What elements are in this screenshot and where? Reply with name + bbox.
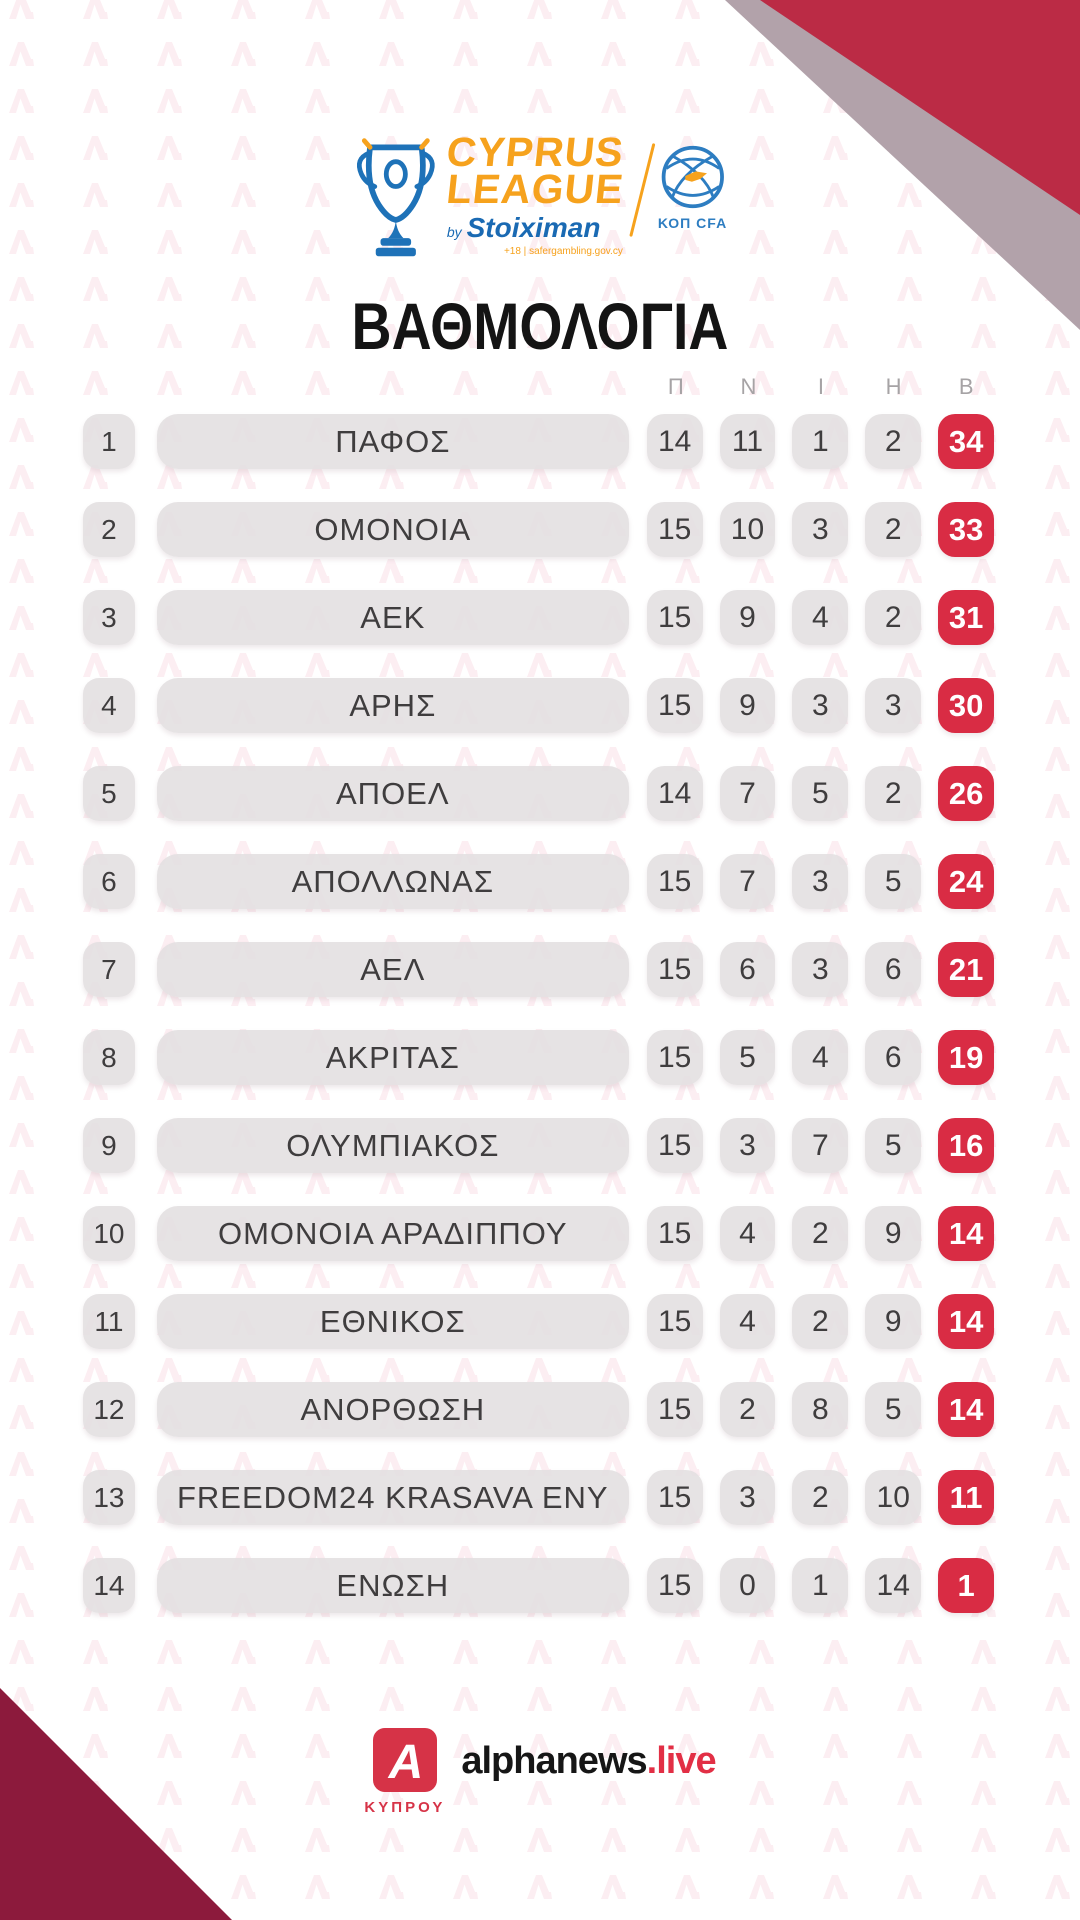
stat-played: 15 [647,1206,703,1261]
stat-wins: 0 [720,1558,776,1613]
by-label: by [446,224,462,240]
stat-played: 15 [647,854,703,909]
points-badge: 34 [938,414,994,469]
stat-played: 15 [647,942,703,997]
table-row [83,1118,994,1173]
stat-wins: 7 [720,766,776,821]
rank-badge: 14 [83,1558,135,1613]
stat-draws: 3 [792,854,848,909]
cfa-label: ΚΟΠ CFA [657,215,728,231]
stat-draws: 5 [792,766,848,821]
team-name: ΟΜΟΝΟΙΑ [157,502,629,557]
rank-badge: 11 [83,1294,135,1349]
table-row [83,1558,994,1613]
stat-played: 15 [647,678,703,733]
league-wordmark-line2: LEAGUE [444,166,627,212]
rank-badge: 3 [83,590,135,645]
region-label: ΚΥΠΡΟΥ [364,1799,446,1816]
stat-draws: 2 [792,1206,848,1261]
alphanews-wordmark-black: alphanews [461,1740,647,1782]
stat-losses: 3 [865,678,921,733]
stat-draws: 1 [792,1558,848,1613]
footer [0,1728,1080,1816]
stat-wins: 9 [720,590,776,645]
stat-wins: 3 [720,1118,776,1173]
stat-wins: 9 [720,678,776,733]
table-rows [83,414,994,1613]
team-name: ΑΚΡΙΤΑΣ [157,1030,629,1085]
stat-draws: 2 [792,1470,848,1525]
stat-wins: 5 [720,1030,776,1085]
table-row [83,1030,994,1085]
league-wordmark [444,129,627,257]
points-badge: 33 [938,502,994,557]
stat-wins: 4 [720,1294,776,1349]
stat-wins: 6 [720,942,776,997]
rank-badge: 8 [83,1030,135,1085]
team-name: ΑΕΚ [157,590,629,645]
stat-played: 15 [647,502,703,557]
stat-losses: 5 [865,1382,921,1437]
league-logo [353,129,728,262]
team-name: ΑΠΟΕΛ [157,766,629,821]
team-name: ΑΡΗΣ [157,678,629,733]
stat-losses: 2 [865,502,921,557]
stat-draws: 4 [792,590,848,645]
stat-played: 14 [647,766,703,821]
points-badge: 31 [938,590,994,645]
col-header-losses: Η [885,374,902,399]
stoiximan-wordmark: Stoiximan [466,212,601,243]
stat-losses: 14 [865,1558,921,1613]
points-badge: 24 [938,854,994,909]
table-row [83,1206,994,1261]
stat-wins: 11 [720,414,776,469]
team-name: ΠΑΦΟΣ [157,414,629,469]
team-name: ΑΝΟΡΘΩΣΗ [157,1382,629,1437]
table-row [83,942,994,997]
column-headers [83,374,994,400]
points-badge: 26 [938,766,994,821]
stat-wins: 10 [720,502,776,557]
stat-draws: 3 [792,502,848,557]
team-name: ΕΝΩΣΗ [157,1558,629,1613]
stat-played: 15 [647,1558,703,1613]
points-badge: 14 [938,1294,994,1349]
cfa-emblem-icon [659,144,725,210]
stat-draws: 8 [792,1382,848,1437]
stat-played: 15 [647,1470,703,1525]
standings-table [83,374,994,1646]
team-name: ΟΜΟΝΟΙΑ ΑΡΑΔΙΠΠΟΥ [157,1206,629,1261]
team-name: FREEDOM24 KRASAVA ENY [157,1470,629,1525]
stat-draws: 3 [792,678,848,733]
stat-played: 15 [647,1118,703,1173]
alphanews-wordmark-live: .live [646,1740,716,1782]
table-row [83,1470,994,1525]
stat-wins: 4 [720,1206,776,1261]
team-name: ΑΕΛ [157,942,629,997]
svg-text:A: A [388,1736,424,1789]
points-badge: 14 [938,1382,994,1437]
stat-wins: 3 [720,1470,776,1525]
col-header-points: Β [958,374,974,399]
stat-draws: 3 [792,942,848,997]
points-badge: 11 [938,1470,994,1525]
rank-badge: 2 [83,502,135,557]
rank-badge: 9 [83,1118,135,1173]
stat-draws: 7 [792,1118,848,1173]
stat-wins: 2 [720,1382,776,1437]
stat-played: 15 [647,1030,703,1085]
col-header-draws: Ι [817,374,825,399]
stat-draws: 4 [792,1030,848,1085]
stat-losses: 5 [865,1118,921,1173]
rank-badge: 6 [83,854,135,909]
rank-badge: 12 [83,1382,135,1437]
table-row [83,854,994,909]
stat-losses: 9 [865,1294,921,1349]
alphanews-wordmark [461,1740,715,1783]
table-row [83,414,994,469]
rank-badge: 5 [83,766,135,821]
rank-badge: 1 [83,414,135,469]
divider-slash [629,143,655,237]
stat-losses: 6 [865,1030,921,1085]
points-badge: 14 [938,1206,994,1261]
stat-losses: 2 [865,766,921,821]
team-name: ΟΛΥΜΠΙΑΚΟΣ [157,1118,629,1173]
table-row [83,590,994,645]
rank-badge: 4 [83,678,135,733]
stat-played: 14 [647,414,703,469]
stat-losses: 5 [865,854,921,909]
stat-losses: 9 [865,1206,921,1261]
points-badge: 1 [938,1558,994,1613]
stat-losses: 10 [865,1470,921,1525]
table-row [83,1294,994,1349]
table-row [83,678,994,733]
points-badge: 19 [938,1030,994,1085]
points-badge: 16 [938,1118,994,1173]
points-badge: 21 [938,942,994,997]
team-name: ΑΠΟΛΛΩΝΑΣ [157,854,629,909]
col-header-wins: Ν [740,374,757,399]
stat-played: 15 [647,1294,703,1349]
rank-badge: 10 [83,1206,135,1261]
stat-draws: 2 [792,1294,848,1349]
stat-wins: 7 [720,854,776,909]
alpha-logo-icon [373,1728,437,1792]
col-header-games: Π [667,374,684,399]
trophy-icon [353,134,439,262]
rank-badge: 7 [83,942,135,997]
table-row [83,502,994,557]
stat-played: 15 [647,590,703,645]
points-badge: 30 [938,678,994,733]
team-name: ΕΘΝΙΚΟΣ [157,1294,629,1349]
table-row [83,1382,994,1437]
league-wordmark-line1: CYPRUS [444,129,627,175]
table-row [83,766,994,821]
rank-badge: 13 [83,1470,135,1525]
stat-losses: 2 [865,590,921,645]
stat-losses: 6 [865,942,921,997]
page-title: ΒΑΘΜΟΛΟΓΙΑ [351,289,729,363]
stat-draws: 1 [792,414,848,469]
stat-losses: 2 [865,414,921,469]
gambling-disclaimer: +18 | safergambling.gov.cy [503,246,623,257]
stat-played: 15 [647,1382,703,1437]
